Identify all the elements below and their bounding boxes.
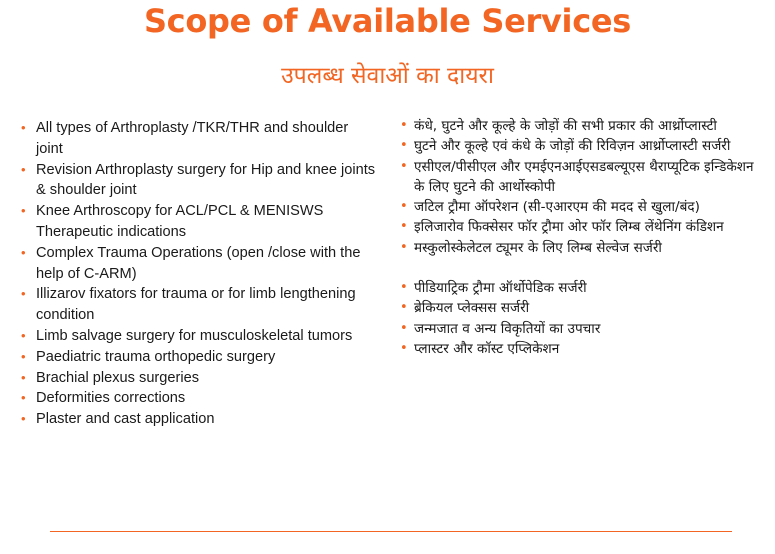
list-item-text: जटिल ट्रौमा ऑपरेशन (सी-एआरएम की मदद से खुला/बंद) [414,199,700,216]
list-item-text: घुटने और कूल्हे एवं कंधे के जोड़ों की रिविज़न आर्थ्रोप्लास्टी सर्जरी [414,138,731,155]
bullet-icon: • [21,161,26,177]
list-item-text: Paediatric trauma orthopedic surgery [36,348,276,365]
list-item [18,118,378,160]
list-spacer [398,258,768,278]
bullet-icon: • [21,411,26,427]
bullet-icon: • [400,138,408,154]
list-item [18,284,378,326]
bullet-icon: • [21,390,26,406]
list-item-text: Illizarov fixators for trauma or for limb lengthening condition [36,286,356,324]
bullet-icon: • [21,244,26,260]
list-item [398,217,768,237]
list-item-text: Complex Trauma Operations (open /close with the help of C-ARM) [36,244,361,282]
list-item [398,136,768,156]
bullet-icon: • [400,300,408,316]
bullet-icon: • [21,203,26,219]
bullet-icon: • [400,158,408,174]
bullet-icon: • [21,120,26,135]
list-item-text: कंधे, घुटने और कूल्हे के जोड़ों की सभी प्रकार की आर्थ्रोप्लास्टी [414,118,717,134]
hindi-services-list [398,116,768,359]
list-item-text: जन्मजात व अन्य विकृतियों का उपचार [414,320,601,337]
list-item [18,368,378,389]
list-item-text: इलिजारोव फिक्सेसर फॉर ट्रौमा ओर फॉर लिम्ब लेंथेनिंग कंडिशन [414,219,724,236]
list-item [18,347,378,368]
list-item [398,238,768,258]
list-item-text: प्लास्टर और कॉस्ट एप्लिकेशन [414,340,560,357]
list-item-text: All types of Arthroplasty /TKR/THR and shoulder joint [36,120,349,157]
list-item-text: मस्कुलोस्केलेटल ट्यूमर के लिए लिम्ब सेल्वेज सर्जरी [414,239,662,256]
bullet-icon: • [400,239,408,255]
list-item [18,388,378,409]
list-item [18,326,378,347]
list-item-text: ब्रेकियल प्लेक्सस सर्जरी [414,300,530,317]
list-item [398,116,768,136]
footer-divider [50,531,732,532]
list-item-text: Brachial plexus surgeries [36,369,200,386]
bullet-icon: • [400,199,408,215]
list-item-text: पीडियाट्रिक ट्रौमा ऑर्थोपेडिक सर्जरी [414,280,587,297]
list-item [398,197,768,217]
bullet-icon: • [21,348,26,364]
bullet-icon: • [21,286,26,302]
bullet-icon: • [400,320,408,336]
list-item [398,298,768,318]
english-services-list [18,118,378,430]
page-title: Scope of Available Services [143,2,632,40]
list-item-text: Plaster and cast application [36,411,215,428]
list-item [398,319,768,339]
list-item-text: Limb salvage surgery for musculoskeletal tumors [36,327,353,344]
bullet-icon: • [400,219,408,235]
bullet-icon: • [21,369,26,385]
list-item [398,278,768,298]
bullet-icon: • [400,118,408,133]
list-item-text: Revision Arthroplasty surgery for Hip and knee joints & shoulder joint [36,161,376,199]
list-item [398,339,768,359]
bullet-icon: • [400,280,408,296]
list-item [18,243,378,285]
list-item [18,160,378,202]
list-item [398,157,768,198]
list-item [18,409,378,430]
bullet-icon: • [400,340,408,356]
list-item-text: Deformities corrections [36,390,186,407]
list-item-text: Knee Arthroscopy for ACL/PCL & MENISWS Therapeutic indications [36,203,324,240]
list-item-text: एसीएल/पीसीएल और एमईएनआईएसडबल्यूएस थैराप्यूटिक इन्डिकेशन के लिए घुटने की आर्थोस्कोपी [414,158,754,195]
page-subtitle-hindi: उपलब्ध सेवाओं का दायरा [281,63,494,89]
list-item [18,201,378,243]
bullet-icon: • [21,327,26,343]
